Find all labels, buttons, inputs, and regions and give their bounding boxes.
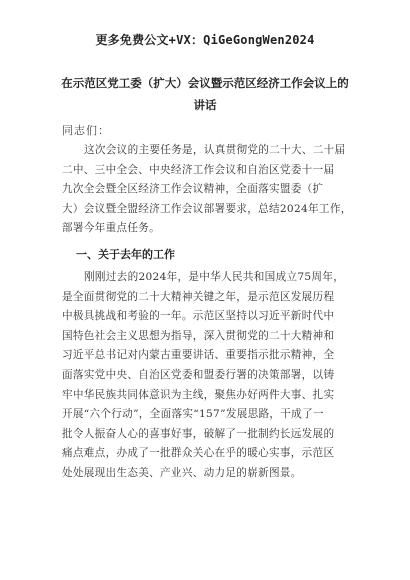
salutation: 同志们： xyxy=(62,124,110,137)
paragraph-line: 刚刚过去的2024年，是中华人民共和国成立75周年， xyxy=(84,271,345,283)
paragraph-line: 九次全会暨全区经济工作会议精神，全面落实盟委（扩 xyxy=(62,183,324,196)
paragraph-line: 痛点难点，办成了一批群众关心在乎的暖心实事，示范区 xyxy=(62,447,335,460)
paragraph-intro xyxy=(62,141,352,239)
paragraph-line: 这次会议的主要任务是，认真贯彻党的二十大、二十届 xyxy=(84,144,346,156)
paragraph-line: 开展“六个行动”，全面落实“157”发展思路，干成了一 xyxy=(62,408,324,421)
watermark-header: 更多免费公文+VX：QiGeGongWen2024 xyxy=(95,33,315,47)
paragraph-line: 处处展现出生态美、产业兴、动力足的崭新图景。 xyxy=(62,466,302,479)
paragraph-line: 部署今年重点任务。 xyxy=(62,222,161,235)
title-line-1: 在示范区党工委（扩大）会议暨示范区经济工作会议上的 xyxy=(61,76,349,90)
section-heading: 一、关于去年的工作 xyxy=(76,248,175,261)
paragraph-line: 国特色社会主义思想为指导，深入贯彻党的二十大精神和 xyxy=(62,329,335,342)
paragraph-line: 习近平总书记对内蒙古重要讲话、重要指示批示精神，全 xyxy=(62,349,335,362)
paragraph-line: 中极具挑战和考验的一年。示范区坚持以习近平新时代中 xyxy=(62,310,335,323)
paragraph-line: 面落实党中央、自治区党委和盟委行署的决策部署，以铸 xyxy=(62,368,335,381)
paragraph-line: 大）会议暨全盟经济工作会议部署要求，总结2024年工作， xyxy=(62,202,352,215)
paragraph-last-year xyxy=(62,268,352,484)
paragraph-line: 牢中华民族共同体意识为主线，聚焦办好两件大事、扎实 xyxy=(62,388,335,401)
document-title xyxy=(50,72,360,116)
title-line-2: 讲话 xyxy=(193,98,217,112)
paragraph-line: 二中、三中全会、中央经济工作会议和自治区党委十一届 xyxy=(62,163,335,176)
paragraph-line: 是全面贯彻党的二十大精神关键之年，是示范区发展历程 xyxy=(62,290,335,303)
paragraph-line: 批令人振奋人心的喜事好事，破解了一批制约长远发展的 xyxy=(62,427,335,440)
